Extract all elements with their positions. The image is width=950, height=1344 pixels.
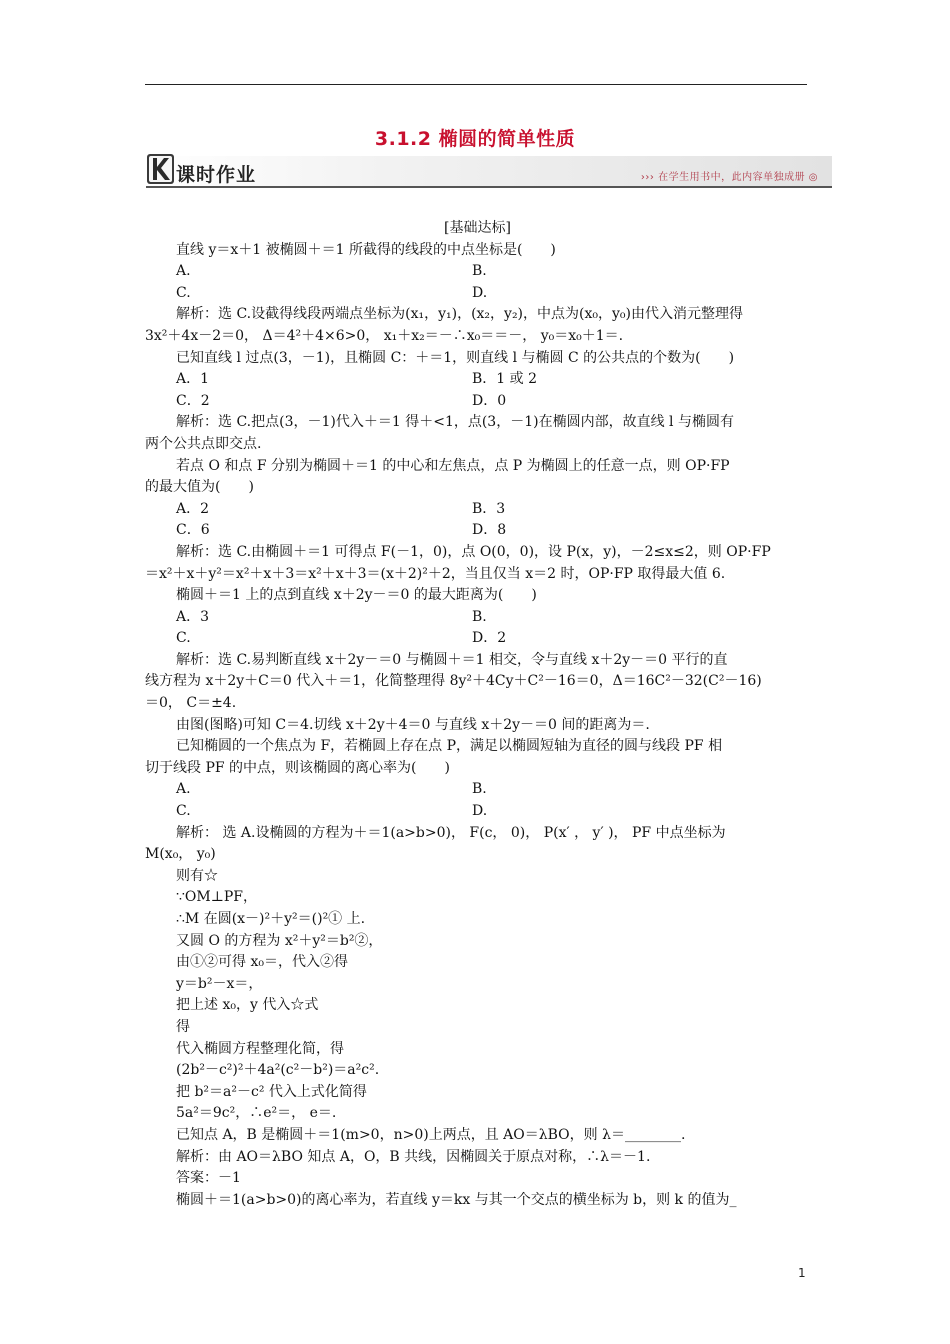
text-line: 解析：选 C.易判断直线 x＋2y－＝0 与椭圆＋＝1 相交，令与直线 x＋2y－＝0 平行的直: [176, 651, 728, 668]
text-line: 解析：由 AO＝λBO 知点 A，O，B 共线，因椭圆关于原点对称，∴λ＝－1.: [176, 1148, 651, 1165]
text-line: y＝b²－x＝，: [176, 975, 263, 992]
text-line: 答案：－1: [176, 1170, 241, 1187]
homework-banner: [146, 152, 832, 188]
text-line: 5a²＝9c²，∴e²＝， e＝.: [176, 1105, 337, 1122]
option-right: D.: [472, 284, 488, 301]
section-heading: [基础达标]: [444, 220, 511, 236]
answer-options-row: [145, 801, 810, 823]
option-right: D．8: [472, 522, 507, 539]
text-line: 又圆 O 的方程为 x²＋y²＝b²②，: [176, 932, 383, 949]
text-line: 由图(图略)可知 C＝4.切线 x＋2y＋4＝0 与直线 x＋2y－＝0 间的距离为＝.: [176, 716, 650, 733]
option-left: A.: [176, 781, 191, 798]
text-line-continued: ＝0， C＝±4.: [145, 695, 237, 712]
text-line: (2b²－c²)²＋4a²(c²－b²)＝a²c².: [176, 1062, 380, 1079]
text-line: ∵OM⊥PF，: [176, 889, 258, 906]
banner-label: 课时作业: [176, 164, 257, 186]
text-line: 直线 y＝x＋1 被椭圆＋＝1 所截得的线段的中点坐标是( ): [176, 241, 556, 258]
option-right: B.: [472, 608, 487, 625]
text-line: 由①②可得 x₀＝，代入②得: [176, 954, 348, 971]
option-left: C.: [176, 284, 191, 301]
text-line-continued: M(x₀， y₀): [145, 846, 216, 863]
text-line: 解析：选 C.把点(3，－1)代入＋＝1 得＋<1，点(3，－1)在椭圆内部，故直线 l 与椭圆有: [176, 414, 734, 431]
document-body: [145, 218, 810, 1211]
text-line-continued: ＝x²＋x＋y²＝x²＋x＋3＝x²＋x＋3＝(x＋2)²＋2，当且仅当 x＝2 时，OP·FP 取得最大值 6.: [145, 565, 726, 582]
text-line-continued: 3x²＋4x－2＝0， Δ＝4²＋4×6>0， x₁＋x₂＝－∴x₀＝＝－， y₀＝x₀＋1＝.: [145, 327, 624, 344]
option-right: B.: [472, 781, 487, 798]
text-line-continued: 的最大值为( ): [145, 479, 254, 496]
text-line: ∴M 在圆(x－)²＋y²＝()²① 上.: [176, 911, 366, 927]
option-right: D．0: [472, 392, 507, 409]
option-left: C．2: [176, 392, 210, 409]
answer-options-row: [145, 283, 810, 305]
page-title: 3.1.2 椭圆的简单性质: [374, 128, 576, 150]
text-line: 若点 O 和点 F 分别为椭圆＋＝1 的中心和左焦点，点 P 为椭圆上的任意一点，则 OP·FP: [176, 457, 730, 474]
banner-note: ››› 在学生用书中，此内容单独成册 ◎: [640, 172, 818, 183]
answer-options-row: [145, 391, 810, 413]
text-line: 椭圆＋＝1(a>b>0)的离心率为，若直线 y＝kx 与其一个交点的横坐标为 b，则 k 的值为_: [176, 1191, 737, 1208]
option-right: D．2: [472, 630, 507, 647]
text-line: 把上述 x₀，y 代入☆式: [176, 997, 319, 1014]
text-line: 解析： 选 A.设椭圆的方程为＋＝1(a>b>0)， F(c， 0)， P(x′ ， y′ )， PF 中点坐标为: [176, 824, 726, 841]
option-left: A．1: [176, 371, 210, 388]
text-line: 把 b²＝a²－c² 代入上式化简得: [176, 1083, 367, 1100]
option-left: A.: [176, 263, 191, 280]
k-logo-icon: [146, 152, 176, 186]
answer-options-row: [145, 369, 810, 391]
option-right: B．3: [472, 500, 506, 517]
text-line: 则有☆: [176, 867, 218, 884]
answer-options-row: [145, 499, 810, 521]
answer-options-row: [145, 779, 810, 801]
text-line-continued: 线方程为 x＋2y＋C＝0 代入＋＝1，化简整理得 8y²＋4Cy＋C²－16＝0，Δ＝16C²－32(C²－16): [145, 673, 762, 690]
text-line: 代入椭圆方程整理化简，得: [176, 1040, 344, 1057]
answer-options-row: [145, 607, 810, 629]
option-right: D.: [472, 803, 488, 820]
answer-options-row: [145, 261, 810, 283]
text-line: 得: [176, 1018, 190, 1035]
option-right: B．1 或 2: [472, 371, 538, 388]
text-line-continued: 两个公共点即交点.: [145, 435, 262, 452]
answer-options-row: [145, 520, 810, 542]
text-line: 已知直线 l 过点(3，－1)，且椭圆 C：＋＝1，则直线 l 与椭圆 C 的公共点的个数为( ): [176, 349, 735, 366]
option-left: C.: [176, 803, 191, 820]
text-line: 已知点 A，B 是椭圆＋＝1(m>0，n>0)上两点，且 AO＝λBO，则 λ＝________.: [176, 1126, 686, 1143]
text-line-continued: 切于线段 PF 的中点，则该椭圆的离心率为( ): [145, 759, 450, 776]
page-number: 1: [798, 1266, 806, 1280]
text-line: 椭圆＋＝1 上的点到直线 x＋2y－＝0 的最大距离为( ): [176, 587, 537, 604]
option-left: A．2: [176, 500, 210, 517]
option-left: C．6: [176, 522, 210, 539]
text-line: 解析：选 C.设截得线段两端点坐标为(x₁，y₁)，(x₂，y₂)，中点为(x₀，y₀)由代入消元整理得: [176, 306, 743, 323]
option-left: A．3: [176, 608, 210, 625]
answer-options-row: [145, 628, 810, 650]
option-left: C.: [176, 630, 191, 647]
text-line: 已知椭圆的一个焦点为 F，若椭圆上存在点 P，满足以椭圆短轴为直径的圆与线段 PF 相: [176, 738, 723, 755]
header-rule: [145, 84, 807, 85]
option-right: B.: [472, 263, 487, 280]
text-line: 解析：选 C.由椭圆＋＝1 可得点 F(－1，0)，点 O(0，0)，设 P(x，y)，－2≤x≤2，则 OP·FP: [176, 543, 771, 560]
